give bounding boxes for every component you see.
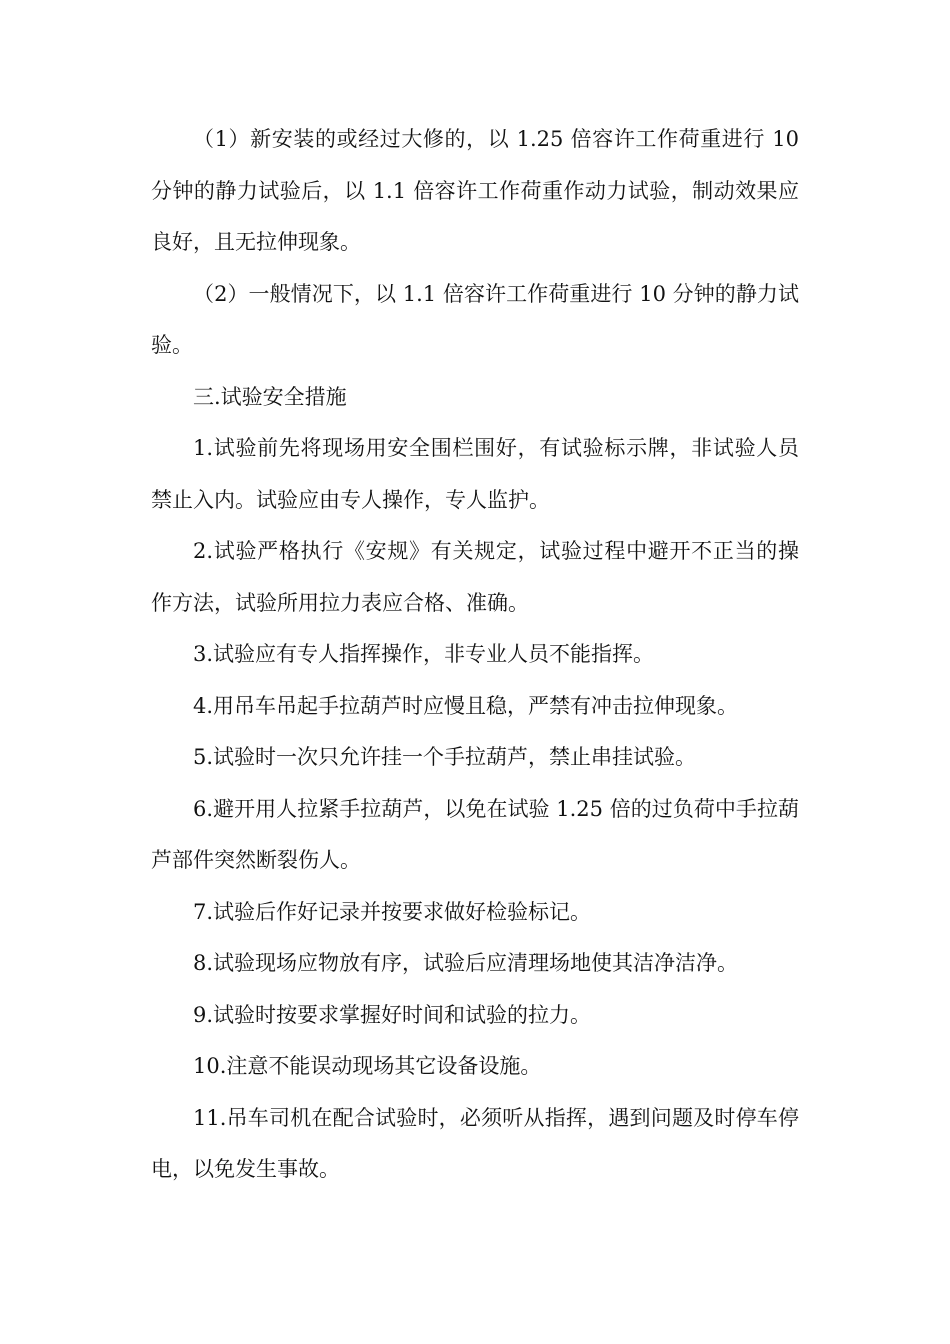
safety-item-11: 11.吊车司机在配合试验时，必须听从指挥，遇到问题及时停车停电，以免发生事故。 — [151, 1105, 799, 1181]
paragraph-load-test-new: （1）新安装的或经过大修的，以 1.25 倍容许工作荷重进行 10 分钟的静力试验后，以 1.1 倍容许工作荷重作动力试验，制动效果应良好，且无拉伸现象。 — [151, 127, 799, 254]
safety-item-2: 2.试验严格执行《安规》有关规定，试验过程中避开不正当的操作方法，试验所用拉力表应合格、准确。 — [151, 539, 799, 615]
safety-item-1: 1.试验前先将现场用安全围栏围好，有试验标示牌，非试验人员禁止入内。试验应由专人操作，专人监护。 — [151, 436, 799, 512]
section-heading-safety-measures: 三.试验安全措施 — [193, 384, 347, 409]
safety-item-5: 5.试验时一次只允许挂一个手拉葫芦，禁止串挂试验。 — [193, 745, 697, 769]
safety-item-8: 8.试验现场应物放有序，试验后应清理场地使其洁净洁净。 — [193, 951, 739, 975]
safety-item-7: 7.试验后作好记录并按要求做好检验标记。 — [193, 899, 592, 924]
safety-item-9: 9.试验时按要求掌握好时间和试验的拉力。 — [193, 1002, 592, 1027]
paragraph-load-test-general: （2）一般情况下，以 1.1 倍容许工作荷重进行 10 分钟的静力试验。 — [151, 281, 799, 357]
safety-item-10: 10.注意不能误动现场其它设备设施。 — [193, 1054, 542, 1078]
safety-item-6: 6.避开用人拉紧手拉葫芦，以免在试验 1.25 倍的过负荷中手拉葫芦部件突然断裂伤人。 — [151, 796, 799, 872]
safety-item-3: 3.试验应有专人指挥操作，非专业人员不能指挥。 — [193, 642, 655, 666]
safety-item-4: 4.用吊车吊起手拉葫芦时应慢且稳，严禁有冲击拉伸现象。 — [193, 693, 739, 718]
document-body — [151, 114, 799, 1196]
